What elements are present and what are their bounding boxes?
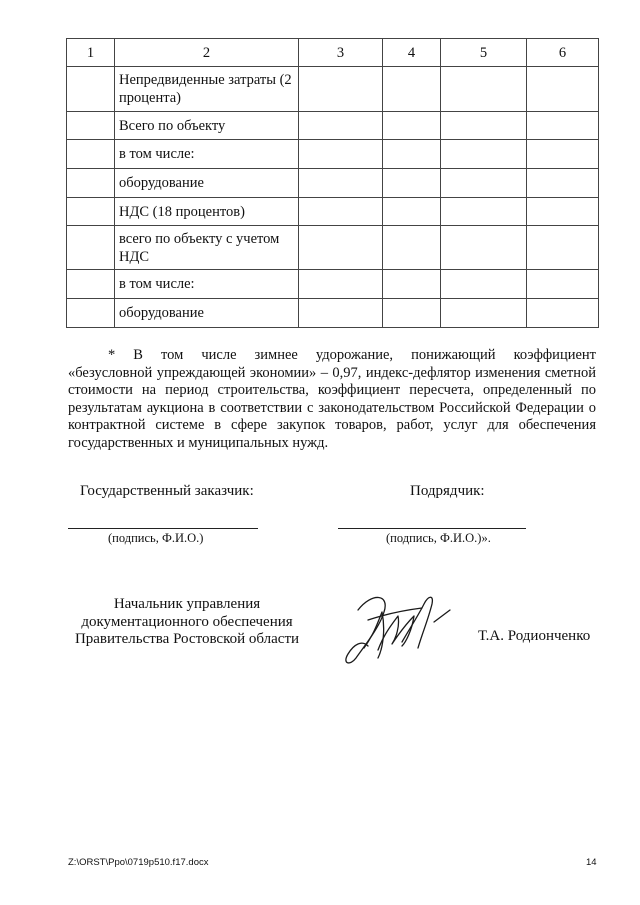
table-row bbox=[67, 112, 599, 140]
row-label: всего по объекту с учетом НДС bbox=[115, 226, 299, 270]
official-title-line: Правительства Ростовской области bbox=[74, 631, 300, 647]
handwritten-signature bbox=[338, 586, 456, 670]
header-cell: 1 bbox=[67, 39, 115, 67]
table-row bbox=[67, 270, 599, 299]
table-row bbox=[67, 198, 599, 226]
official-title bbox=[62, 596, 312, 649]
contractor-signature-caption: (подпись, Ф.И.О.)». bbox=[386, 531, 491, 545]
footnote-first-line: * В том числе зимнее удорожание, понижающий коэффициент bbox=[108, 347, 596, 363]
header-cell: 6 bbox=[527, 39, 599, 67]
official-title-line: документационного обеспечения bbox=[81, 613, 293, 630]
estimate-table bbox=[66, 38, 599, 328]
customer-label: Государственный заказчик: bbox=[80, 483, 254, 499]
table-header-row bbox=[67, 39, 599, 67]
file-path: Z:\ORST\Ppo\0719p510.f17.docx bbox=[68, 857, 209, 868]
official-name: Т.А. Родионченко bbox=[478, 628, 591, 644]
row-label: Непредвиденные затраты (2 процента) bbox=[115, 67, 299, 112]
footnote-text: «безусловной упреждающей экономии» – 0,97, индекс-дефлятор изменения сметной стоимости на период строительства, коэффициент пересчета, определенный по результатам аукциона в соответствии с законодательством Российской Федерации о контрактной системе в сфере закупок товаров, работ, услуг для обеспечения государственных и муниципальных нужд. bbox=[68, 364, 596, 451]
header-cell: 2 bbox=[115, 39, 299, 67]
footnote bbox=[68, 347, 596, 453]
official-title-line: Начальник управления bbox=[113, 596, 261, 612]
customer-signature-caption: (подпись, Ф.И.О.) bbox=[108, 531, 204, 545]
row-label: Всего по объекту bbox=[115, 112, 299, 140]
header-cell: 5 bbox=[441, 39, 527, 67]
row-label: оборудование bbox=[115, 299, 299, 328]
contractor-signature-line bbox=[338, 528, 526, 529]
page-number: 14 bbox=[586, 857, 597, 868]
row-label: НДС (18 процентов) bbox=[115, 198, 299, 226]
table-row bbox=[67, 226, 599, 270]
row-label: в том числе: bbox=[115, 140, 299, 169]
header-cell: 4 bbox=[383, 39, 441, 67]
contractor-label: Подрядчик: bbox=[410, 483, 485, 499]
row-label: оборудование bbox=[115, 169, 299, 198]
table-row bbox=[67, 140, 599, 169]
table-row bbox=[67, 67, 599, 112]
table-row bbox=[67, 299, 599, 328]
table-row bbox=[67, 169, 599, 198]
row-label: в том числе: bbox=[115, 270, 299, 299]
customer-signature-line bbox=[68, 528, 258, 529]
header-cell: 3 bbox=[299, 39, 383, 67]
